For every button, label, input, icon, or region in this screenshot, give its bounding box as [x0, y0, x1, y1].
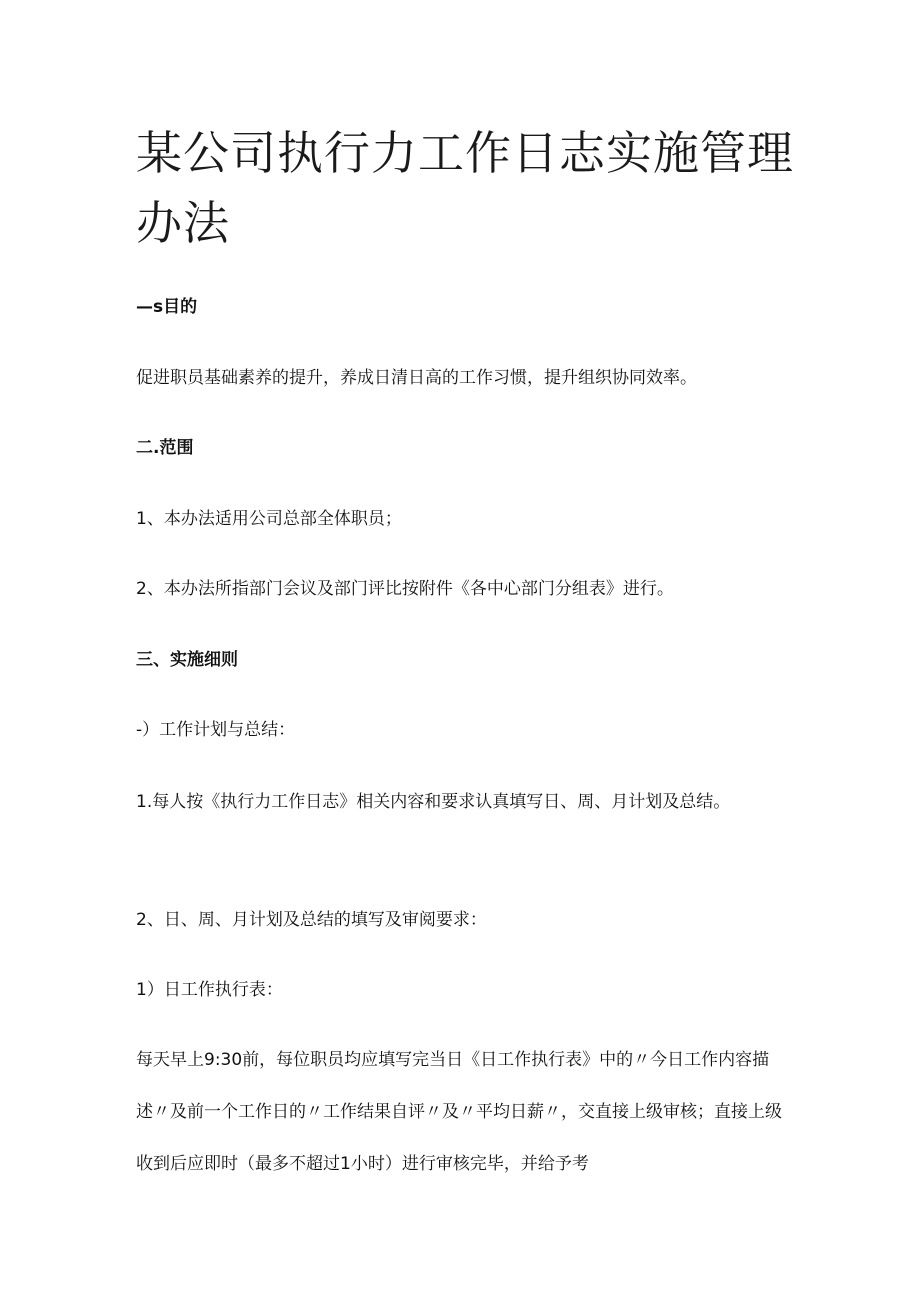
scope-item-2: 2、本办法所指部门会议及部门评比按附件《各中心部门分组表》进行。 [136, 579, 674, 599]
rules-item-1: 1.每人按《执行力工作日志》相关内容和要求认真填写日、周、月计划及总结。 [136, 792, 731, 812]
rules-subitem-daily-text: 每天早上9:30前，每位职员均应填写完当日《日工作执行表》中的〃今日工作内容描述〃及前一个工作日的〃工作结果自评〃及〃平均日薪〃，交直接上级审核；直接上级收到后应即时（最多不超过1小时）进行审核完毕，并给予考 [136, 1050, 782, 1174]
rules-subheading-plan: -）工作计划与总结： [136, 720, 296, 740]
section-heading-purpose: —s目的 [136, 297, 198, 317]
rules-subitem-daily-table: 1）日工作执行表： [136, 980, 283, 1000]
rules-item-2: 2、日、周、月计划及总结的填写及审阅要求： [136, 910, 487, 930]
section-heading-scope: 二.范围 [136, 438, 194, 458]
scope-item-1: 1、本办法适用公司总部全体职员； [136, 509, 402, 529]
document-title: 某公司执行力工作日志实施管理办法 [136, 126, 794, 250]
section-heading-rules: 三、实施细则 [136, 650, 238, 670]
section-text-purpose: 促进职员基础素养的提升，养成日清日高的工作习惯，提升组织协同效率。 [136, 368, 697, 388]
